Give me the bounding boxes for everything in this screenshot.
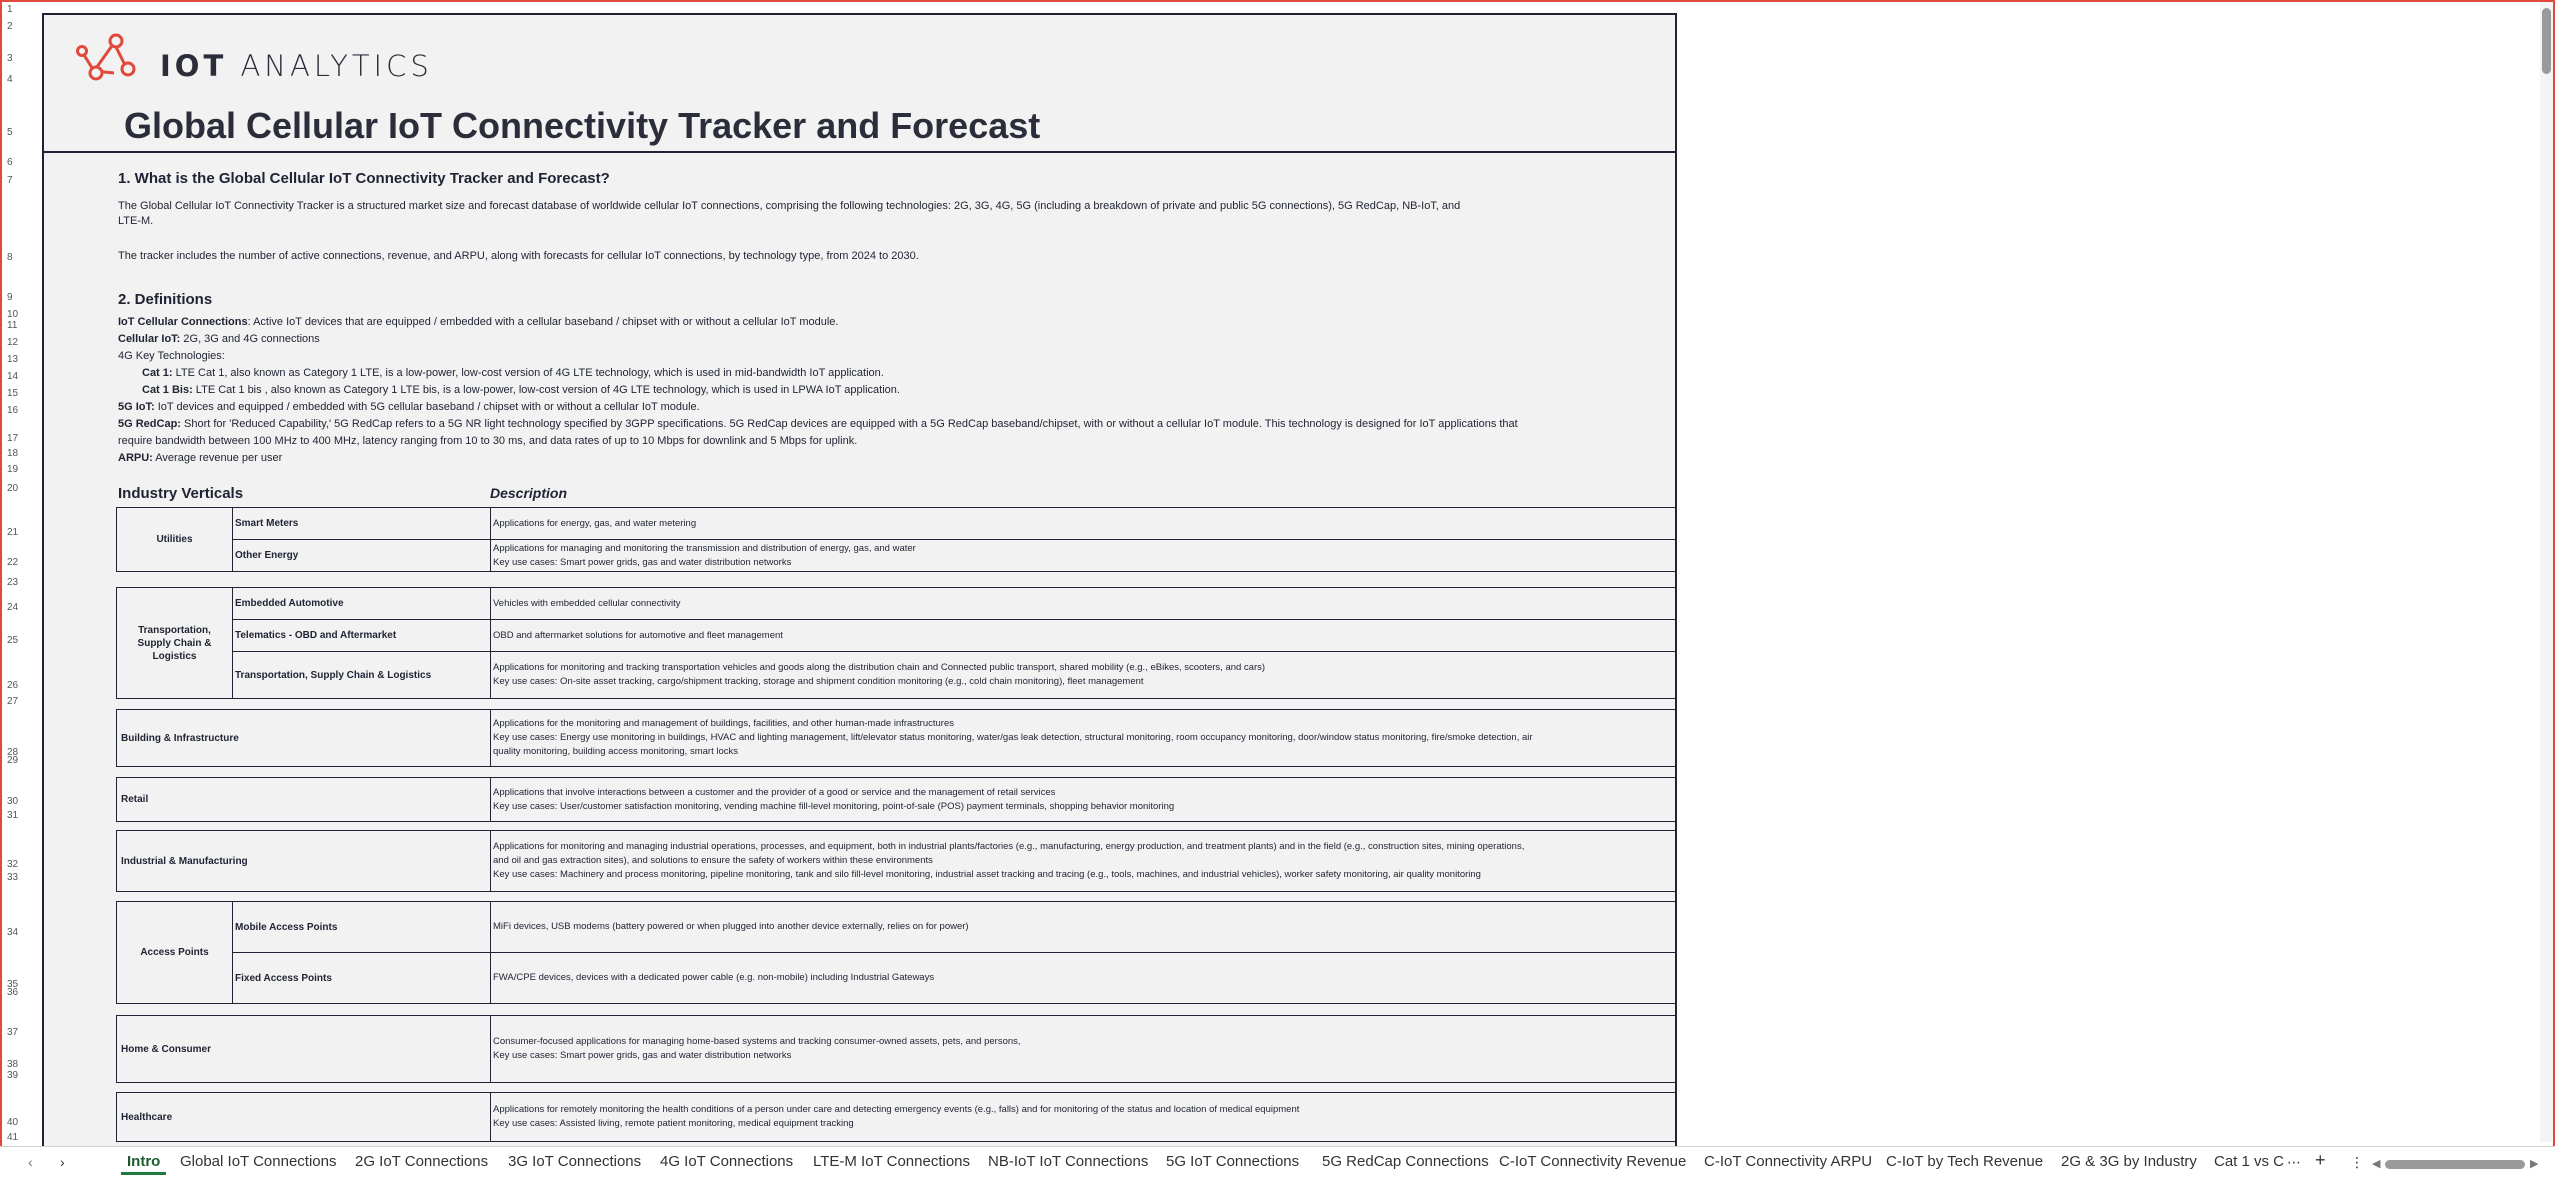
vertical-label: Access Points [116, 901, 233, 1004]
description-cell [490, 709, 1677, 767]
description-line: FWA/CPE devices, devices with a dedicated power cable (e.g. non-mobile) including Industrial Gateways [493, 972, 935, 983]
row-number[interactable]: 15 [7, 388, 19, 399]
row-number[interactable]: 30 [7, 796, 19, 807]
row-number[interactable]: 35 [7, 979, 19, 990]
row-number[interactable]: 21 [7, 527, 19, 538]
brand-strong: IOT [160, 49, 228, 83]
row-number[interactable]: 26 [7, 680, 19, 691]
description-line: Key use cases: On-site asset tracking, cargo/shipment tracking, storage and shipment condition monitoring (e.g., cold chain monitoring), fleet management [493, 676, 1144, 687]
description-line: Applications for managing and monitoring the transmission and distribution of energy, gas, and water [493, 542, 916, 554]
description-cell [490, 1015, 1677, 1083]
definition-label: ARPU: [118, 452, 153, 464]
row-number[interactable]: 20 [7, 483, 19, 494]
row-number[interactable]: 22 [7, 557, 19, 568]
description-cell [490, 539, 1677, 572]
definition-cat1-bis [142, 384, 900, 396]
description-line: quality monitoring, building access monitoring, smart locks [493, 746, 738, 757]
group-healthcare [116, 1092, 1677, 1142]
row-number[interactable]: 10 [7, 309, 19, 320]
description-line: Key use cases: Assisted living, remote patient monitoring, medical equipment tracking [493, 1118, 854, 1129]
description-cell [490, 587, 1677, 620]
row-number[interactable]: 7 [7, 175, 13, 186]
definition-4g-key: 4G Key Technologies: [118, 350, 225, 362]
sheet-tab[interactable]: LTE-M IoT Connections [813, 1153, 971, 1170]
description-header: Description [490, 485, 568, 501]
row-number[interactable]: 18 [7, 448, 19, 459]
row-number[interactable]: 16 [7, 405, 19, 416]
definition-arpu [118, 452, 282, 464]
description-line: Key use cases: Smart power grids, gas and water distribution networks [493, 556, 792, 568]
vertical-label: Utilities [116, 507, 233, 572]
sheet-tab[interactable]: 4G IoT Connections [660, 1153, 794, 1170]
row-number[interactable]: 24 [7, 602, 19, 613]
description-cell [490, 777, 1677, 822]
hscroll-left-icon[interactable]: ◀ [2372, 1158, 2381, 1170]
subvertical-label: Telematics - OBD and Aftermarket [232, 619, 491, 652]
row-number[interactable]: 27 [7, 696, 19, 707]
row-number[interactable]: 23 [7, 577, 19, 588]
row-number[interactable]: 39 [7, 1070, 19, 1081]
description-line: Key use cases: Machinery and process monitoring, pipeline monitoring, tank and silo fill-level monitoring, industrial asset tracking and tracing (e.g., tools, machines, and industrial vehicles), worker safety monitoring, air quality monitoring [493, 869, 1481, 880]
description-line: Key use cases: User/customer satisfaction monitoring, vending machine fill-level monitoring, point-of-sale (POS) payment terminals, shopping behavior monitoring [493, 800, 1175, 812]
description-line: Key use cases: Energy use monitoring in buildings, HVAC and lighting management, lift/elevator status monitoring, water/gas leak detection, structural monitoring, room occupancy monitoring, door/window status monitoring, fire/smoke detection, air [493, 732, 1533, 743]
definition-label: Cellular IoT: [118, 333, 181, 345]
description-cell [490, 901, 1677, 953]
row-number[interactable]: 29 [7, 755, 19, 766]
row-number[interactable]: 28 [7, 747, 19, 758]
sheet-tab[interactable]: NB-IoT IoT Connections [988, 1153, 1149, 1170]
title-divider [44, 151, 1677, 153]
section1-heading: 1. What is the Global Cellular IoT Connectivity Tracker and Forecast? [118, 170, 610, 187]
definition-text: LTE Cat 1 bis , also known as Category 1 LTE bis, is a low-power, low-cost version of 4G LTE technology, which is used in LPWA IoT application. [192, 384, 900, 396]
description-line: Applications for remotely monitoring the health conditions of a person under care and detecting emergency events (e.g., falls) and for monitoring of the status and location of medical equipment [493, 1104, 1300, 1115]
page-title: Global Cellular IoT Connectivity Tracker and Forecast [124, 105, 1041, 146]
sheet-tab[interactable]: 5G IoT Connections [1166, 1153, 1300, 1170]
row-number[interactable]: 19 [7, 464, 19, 475]
definition-text: LTE Cat 1, also known as Category 1 LTE, is a low-power, low-cost version of 4G LTE technology, which is used in mid-bandwidth IoT application. [172, 367, 884, 379]
description-cell [490, 830, 1677, 892]
row-number[interactable]: 25 [7, 635, 19, 646]
row-number[interactable]: 13 [7, 354, 19, 365]
sheet-tab[interactable]: C-IoT Connectivity ARPU [1704, 1153, 1873, 1170]
definition-5g-redcap-cont: require bandwidth between 100 MHz to 400 MHz, latency ranging from 10 to 30 ms, and data rates of up to 10 Mbps for downlink and 5 Mbps for uplink. [118, 435, 858, 447]
description-cell [490, 619, 1677, 652]
group-utilities [116, 507, 1677, 572]
scroll-tabs-right-icon[interactable]: › [60, 1154, 65, 1170]
definition-text: Short for 'Reduced Capability,' 5G RedCap refers to a 5G NR light technology specified by 3GPP specifications. 5G RedCap devices are equipped with a 5G RedCap baseband/chipset, with or without a cellular IoT module. This technology is designed for IoT applications that [180, 418, 1518, 430]
vertical-label: Retail [116, 777, 491, 822]
subvertical-label: Mobile Access Points [232, 901, 491, 953]
iot-analytics-logo-icon [70, 29, 142, 85]
row-number[interactable]: 12 [7, 337, 19, 348]
sheet-tab[interactable]: Intro [121, 1153, 166, 1175]
sheet-tab[interactable]: 2G & 3G by Industry [2061, 1153, 2197, 1170]
group-building [116, 709, 1677, 767]
description-line: Applications for monitoring and tracking transportation vehicles and goods along the distribution chain and Connected public transport, shared mobility (e.g., eBikes, scooters, and cars) [493, 662, 1266, 673]
sheet-tab[interactable]: Cat 1 vs C [2214, 1153, 2285, 1170]
section1-paragraph-1: The Global Cellular IoT Connectivity Tracker is a structured market size and forecast database of worldwide cellular IoT connections, comprising the following technologies: 2G, 3G, 4G, 5G (including a breakdown of private and public 5G connections), 5G RedCap, NB-IoT, and LTE-M. [118, 200, 1461, 227]
section2-heading: 2. Definitions [118, 291, 213, 308]
row-number[interactable]: 34 [7, 927, 19, 938]
description-cell [490, 952, 1677, 1004]
description-line: Vehicles with embedded cellular connectivity [493, 597, 681, 609]
row-number[interactable]: 14 [7, 371, 19, 382]
subvertical-label: Embedded Automotive [232, 587, 491, 620]
industry-verticals-header: Industry Verticals [118, 485, 244, 502]
definition-text: IoT devices and equipped / embedded with 5G cellular baseband / chipset with or without a cellular IoT module. [154, 401, 700, 413]
vertical-label: Home & Consumer [116, 1015, 491, 1083]
subvertical-label: Transportation, Supply Chain & Logistics [232, 651, 491, 699]
vertical-scrollbar-thumb[interactable] [2542, 8, 2551, 74]
vertical-label: Industrial & Manufacturing [116, 830, 491, 892]
row-number[interactable]: 4 [7, 74, 13, 85]
definition-cellular-iot [118, 333, 320, 345]
description-line: Applications for the monitoring and management of buildings, facilities, and other human-made infrastructures [493, 718, 955, 729]
sheet-tab[interactable]: C-IoT by Tech Revenue [1886, 1153, 2044, 1170]
row-number[interactable]: 11 [7, 320, 18, 331]
definition-iot-cellular [118, 316, 838, 328]
sheet-tab[interactable]: C-IoT Connectivity Revenue [1499, 1153, 1687, 1170]
scroll-tabs-left-icon[interactable]: ‹ [28, 1154, 33, 1170]
row-number[interactable]: 32 [7, 859, 19, 870]
group-industrial [116, 830, 1677, 892]
row-number[interactable]: 3 [7, 53, 13, 64]
row-number[interactable]: 17 [7, 433, 19, 444]
vertical-label: Transportation, Supply Chain & Logistics [116, 587, 233, 699]
definition-cat1 [142, 367, 884, 379]
row-number[interactable]: 38 [7, 1059, 19, 1070]
section1-paragraph-2: The tracker includes the number of active connections, revenue, and ARPU, along with forecasts for cellular IoT connections, by technology type, from 2024 to 2030. [118, 250, 919, 262]
sheet-tab[interactable]: Global IoT Connections [180, 1153, 337, 1170]
brand-wordmark [160, 49, 433, 83]
row-number[interactable]: 33 [7, 872, 19, 883]
row-number[interactable]: 6 [7, 157, 13, 168]
row-number[interactable]: 9 [7, 292, 13, 303]
subvertical-label: Smart Meters [232, 507, 491, 540]
description-line: Key use cases: Smart power grids, gas and water distribution networks [493, 1050, 792, 1061]
description-line: Consumer-focused applications for managing home-based systems and tracking consumer-owned assets, pets, and persons, [493, 1036, 1021, 1047]
subvertical-label: Other Energy [232, 539, 491, 572]
row-number[interactable]: 41 [7, 1132, 19, 1143]
description-line: OBD and aftermarket solutions for automotive and fleet management [493, 629, 783, 641]
description-line: Applications for energy, gas, and water metering [493, 517, 697, 529]
row-number[interactable]: 2 [7, 21, 13, 32]
row-number[interactable]: 37 [7, 1027, 19, 1038]
definition-label: Cat 1: [142, 367, 173, 379]
options-icon[interactable]: ⋮ [2350, 1154, 2364, 1170]
group-access-points [116, 901, 1677, 1004]
hscroll-right-icon[interactable]: ▶ [2530, 1158, 2539, 1170]
row-number[interactable]: 8 [7, 252, 13, 263]
row-header [2, 2, 24, 1142]
description-line: and oil and gas extraction sites), and solutions to ensure the safety of workers within these environments [493, 855, 933, 866]
group-retail [116, 777, 1677, 822]
subvertical-label: Fixed Access Points [232, 952, 491, 1004]
definition-text: : Active IoT devices that are equipped / embedded with a cellular baseband / chipset with or without a cellular IoT module. [247, 316, 839, 328]
vertical-scrollbar[interactable] [2540, 2, 2553, 1142]
brand-light: ANALYTICS [227, 49, 433, 83]
sheet-tab[interactable]: 2G IoT Connections [355, 1153, 489, 1170]
sheet-tab-bar [0, 1146, 2555, 1179]
group-home-consumer [116, 1015, 1677, 1083]
description-cell [490, 1092, 1677, 1142]
description-cell [490, 507, 1677, 540]
row-number[interactable]: 31 [7, 810, 19, 821]
vertical-label: Healthcare [116, 1092, 491, 1142]
definition-text: Average revenue per user [152, 452, 283, 464]
definition-label: 5G RedCap: [118, 418, 181, 430]
description-line: Applications that involve interactions between a customer and the provider of a good or service and the management of retail services [493, 786, 1056, 798]
add-sheet-icon[interactable]: + [2315, 1150, 2326, 1170]
description-line: Applications for monitoring and managing industrial operations, processes, and equipment, both in industrial plants/factories (e.g., manufacturing, energy production, and treatment plants) and in the field (e.g., construction sites, mining operations, [493, 841, 1525, 852]
sheet-tab[interactable]: 5G RedCap Connections [1322, 1153, 1489, 1170]
description-cell [490, 651, 1677, 699]
vertical-label: Building & Infrastructure [116, 709, 491, 767]
horizontal-scrollbar-thumb[interactable] [2385, 1160, 2525, 1169]
definition-text: 2G, 3G and 4G connections [180, 333, 320, 345]
intro-sheet [42, 13, 1677, 1148]
definition-5g-redcap [118, 418, 1518, 430]
definition-label: IoT Cellular Connections [118, 316, 248, 328]
description-line: MiFi devices, USB modems (battery powered or when plugged into another device externally, relies on for power) [493, 921, 969, 932]
definition-5g-iot [118, 401, 700, 413]
row-number[interactable]: 36 [7, 987, 19, 998]
more-tabs-icon[interactable]: ⋯ [2287, 1154, 2301, 1170]
group-transportation [116, 587, 1677, 699]
row-number[interactable]: 5 [7, 127, 13, 138]
sheet-tab[interactable]: 3G IoT Connections [508, 1153, 642, 1170]
row-number[interactable]: 1 [7, 4, 13, 15]
definition-label: Cat 1 Bis: [142, 384, 193, 396]
row-number[interactable]: 40 [7, 1117, 19, 1128]
definition-label: 5G IoT: [118, 401, 155, 413]
